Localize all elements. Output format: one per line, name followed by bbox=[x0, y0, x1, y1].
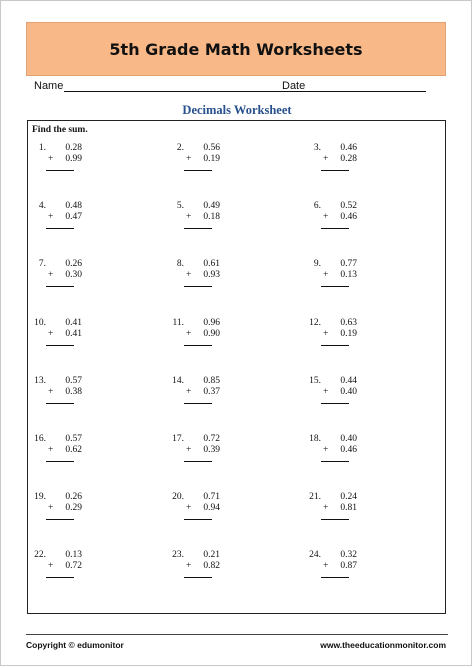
answer-line[interactable] bbox=[46, 519, 74, 520]
problem-item bbox=[32, 536, 112, 582]
addend-top: 0.71 bbox=[203, 492, 220, 503]
footer-website: www.theeducationmonitor.com bbox=[320, 640, 446, 650]
addend-bottom: 0.19 bbox=[340, 328, 357, 339]
plus-sign: + bbox=[323, 561, 329, 572]
answer-line[interactable] bbox=[46, 577, 74, 578]
footer-divider bbox=[26, 634, 448, 635]
addend-bottom: 0.18 bbox=[203, 212, 220, 223]
problem-number: 23. bbox=[172, 550, 184, 561]
plus-sign: + bbox=[186, 328, 192, 339]
problem-number: 13. bbox=[34, 375, 46, 386]
addend-top: 0.44 bbox=[340, 375, 357, 386]
plus-sign: + bbox=[323, 212, 329, 223]
problem-number: 20. bbox=[172, 492, 184, 503]
plus-sign: + bbox=[48, 445, 54, 455]
problem-number: 3. bbox=[313, 143, 321, 153]
plus-sign: + bbox=[48, 561, 54, 572]
problem-item bbox=[307, 129, 387, 175]
problem-number: 7. bbox=[38, 259, 46, 270]
problem-item bbox=[170, 245, 250, 291]
problem-number: 21. bbox=[309, 492, 321, 503]
addend-bottom: 0.46 bbox=[340, 445, 357, 455]
answer-line[interactable] bbox=[321, 228, 349, 229]
name-date-row bbox=[34, 80, 426, 94]
addend-bottom: 0.38 bbox=[65, 386, 82, 397]
addend-bottom: 0.47 bbox=[65, 212, 82, 223]
problem-number: 12. bbox=[309, 317, 321, 328]
problem-number: 15. bbox=[309, 375, 321, 386]
addend-top: 0.56 bbox=[203, 143, 220, 153]
plus-sign: + bbox=[186, 561, 192, 572]
problem-number: 1. bbox=[38, 143, 46, 153]
plus-sign: + bbox=[323, 154, 329, 164]
addend-top: 0.46 bbox=[340, 143, 357, 153]
problem-item bbox=[170, 536, 250, 582]
addend-top: 0.26 bbox=[65, 259, 82, 270]
problem-item bbox=[170, 478, 250, 524]
addend-top: 0.48 bbox=[65, 201, 82, 212]
addend-top: 0.77 bbox=[340, 259, 357, 270]
problem-item bbox=[32, 129, 112, 175]
plus-sign: + bbox=[48, 270, 54, 281]
addend-bottom: 0.37 bbox=[203, 386, 220, 397]
answer-line[interactable] bbox=[321, 170, 349, 171]
plus-sign: + bbox=[48, 503, 54, 514]
addend-bottom: 0.81 bbox=[340, 503, 357, 514]
addend-top: 0.24 bbox=[340, 492, 357, 503]
addend-top: 0.41 bbox=[65, 317, 82, 328]
addend-top: 0.32 bbox=[340, 550, 357, 561]
answer-line[interactable] bbox=[184, 403, 212, 404]
addend-bottom: 0.99 bbox=[65, 154, 82, 164]
problem-number: 18. bbox=[309, 434, 321, 444]
problem-number: 17. bbox=[172, 434, 184, 444]
problem-item bbox=[32, 245, 112, 291]
plus-sign: + bbox=[186, 154, 192, 164]
addend-bottom: 0.30 bbox=[65, 270, 82, 281]
addend-bottom: 0.40 bbox=[340, 386, 357, 397]
addend-top: 0.52 bbox=[340, 201, 357, 212]
problem-item bbox=[307, 304, 387, 350]
problem-item bbox=[170, 362, 250, 408]
answer-line[interactable] bbox=[321, 403, 349, 404]
problem-number: 10. bbox=[34, 317, 46, 328]
problem-item bbox=[307, 420, 387, 466]
page-title: 5th Grade Math Worksheets bbox=[109, 39, 363, 59]
plus-sign: + bbox=[323, 328, 329, 339]
plus-sign: + bbox=[48, 386, 54, 397]
addend-top: 0.26 bbox=[65, 492, 82, 503]
plus-sign: + bbox=[48, 328, 54, 339]
answer-line[interactable] bbox=[321, 286, 349, 287]
worksheet-box bbox=[27, 120, 446, 614]
plus-sign: + bbox=[186, 386, 192, 397]
addend-bottom: 0.19 bbox=[203, 154, 220, 164]
addend-top: 0.85 bbox=[203, 375, 220, 386]
answer-line[interactable] bbox=[321, 461, 349, 462]
plus-sign: + bbox=[186, 503, 192, 514]
date-field-line[interactable] bbox=[310, 91, 426, 92]
problem-item bbox=[32, 478, 112, 524]
problem-item bbox=[307, 478, 387, 524]
answer-line[interactable] bbox=[46, 461, 74, 462]
footer-copyright: Copyright © edumonitor bbox=[26, 640, 124, 650]
answer-line[interactable] bbox=[46, 286, 74, 287]
problem-item bbox=[307, 362, 387, 408]
problem-item bbox=[170, 304, 250, 350]
addend-top: 0.96 bbox=[203, 317, 220, 328]
answer-line[interactable] bbox=[184, 345, 212, 346]
answer-line[interactable] bbox=[184, 519, 212, 520]
addend-bottom: 0.62 bbox=[65, 445, 82, 455]
problem-number: 19. bbox=[34, 492, 46, 503]
plus-sign: + bbox=[323, 445, 329, 455]
answer-line[interactable] bbox=[46, 345, 74, 346]
problem-item bbox=[307, 536, 387, 582]
answer-line[interactable] bbox=[321, 519, 349, 520]
answer-line[interactable] bbox=[321, 345, 349, 346]
addend-top: 0.13 bbox=[65, 550, 82, 561]
addend-bottom: 0.72 bbox=[65, 561, 82, 572]
name-field-line[interactable] bbox=[64, 91, 310, 92]
addend-top: 0.28 bbox=[65, 143, 82, 153]
worksheet-subtitle: Decimals Worksheet bbox=[182, 103, 292, 117]
answer-line[interactable] bbox=[184, 228, 212, 229]
answer-line[interactable] bbox=[184, 286, 212, 287]
problem-item bbox=[32, 187, 112, 233]
addend-top: 0.49 bbox=[203, 201, 220, 212]
addend-top: 0.40 bbox=[340, 434, 357, 444]
problem-item bbox=[170, 129, 250, 175]
addend-bottom: 0.13 bbox=[340, 270, 357, 281]
addend-top: 0.63 bbox=[340, 317, 357, 328]
addend-bottom: 0.29 bbox=[65, 503, 82, 514]
problem-number: 11. bbox=[172, 317, 184, 328]
plus-sign: + bbox=[323, 386, 329, 397]
date-label: Date bbox=[282, 80, 306, 92]
addend-bottom: 0.46 bbox=[340, 212, 357, 223]
addend-bottom: 0.39 bbox=[203, 445, 220, 455]
problem-item bbox=[32, 304, 112, 350]
problem-number: 4. bbox=[38, 201, 46, 212]
plus-sign: + bbox=[48, 212, 54, 223]
problem-item bbox=[307, 187, 387, 233]
problem-number: 8. bbox=[176, 259, 184, 270]
answer-line[interactable] bbox=[321, 577, 349, 578]
header-banner bbox=[26, 22, 446, 76]
addend-bottom: 0.41 bbox=[65, 328, 82, 339]
addend-top: 0.72 bbox=[203, 434, 220, 444]
addend-top: 0.57 bbox=[65, 375, 82, 386]
answer-line[interactable] bbox=[184, 461, 212, 462]
addend-bottom: 0.87 bbox=[340, 561, 357, 572]
addend-top: 0.61 bbox=[203, 259, 220, 270]
plus-sign: + bbox=[186, 212, 192, 223]
answer-line[interactable] bbox=[184, 170, 212, 171]
problem-number: 24. bbox=[309, 550, 321, 561]
addend-bottom: 0.93 bbox=[203, 270, 220, 281]
answer-line[interactable] bbox=[46, 403, 74, 404]
plus-sign: + bbox=[323, 503, 329, 514]
problem-number: 2. bbox=[176, 143, 184, 153]
plus-sign: + bbox=[48, 154, 54, 164]
problem-number: 9. bbox=[313, 259, 321, 270]
instruction-text: Find the sum. bbox=[32, 125, 88, 135]
addend-top: 0.21 bbox=[203, 550, 220, 561]
answer-line[interactable] bbox=[184, 577, 212, 578]
addend-bottom: 0.82 bbox=[203, 561, 220, 572]
problem-item bbox=[32, 420, 112, 466]
problem-number: 22. bbox=[34, 550, 46, 561]
plus-sign: + bbox=[186, 270, 192, 281]
addend-bottom: 0.90 bbox=[203, 328, 220, 339]
problem-number: 16. bbox=[34, 434, 46, 444]
addend-bottom: 0.94 bbox=[203, 503, 220, 514]
problem-item bbox=[307, 245, 387, 291]
plus-sign: + bbox=[186, 445, 192, 455]
problem-number: 5. bbox=[176, 201, 184, 212]
answer-line[interactable] bbox=[46, 170, 74, 171]
problem-item bbox=[170, 420, 250, 466]
problem-number: 6. bbox=[313, 201, 321, 212]
problem-item bbox=[170, 187, 250, 233]
plus-sign: + bbox=[323, 270, 329, 281]
addend-bottom: 0.28 bbox=[340, 154, 357, 164]
problem-number: 14. bbox=[172, 375, 184, 386]
problem-item bbox=[32, 362, 112, 408]
name-label: Name bbox=[34, 80, 64, 92]
addend-top: 0.57 bbox=[65, 434, 82, 444]
answer-line[interactable] bbox=[46, 228, 74, 229]
